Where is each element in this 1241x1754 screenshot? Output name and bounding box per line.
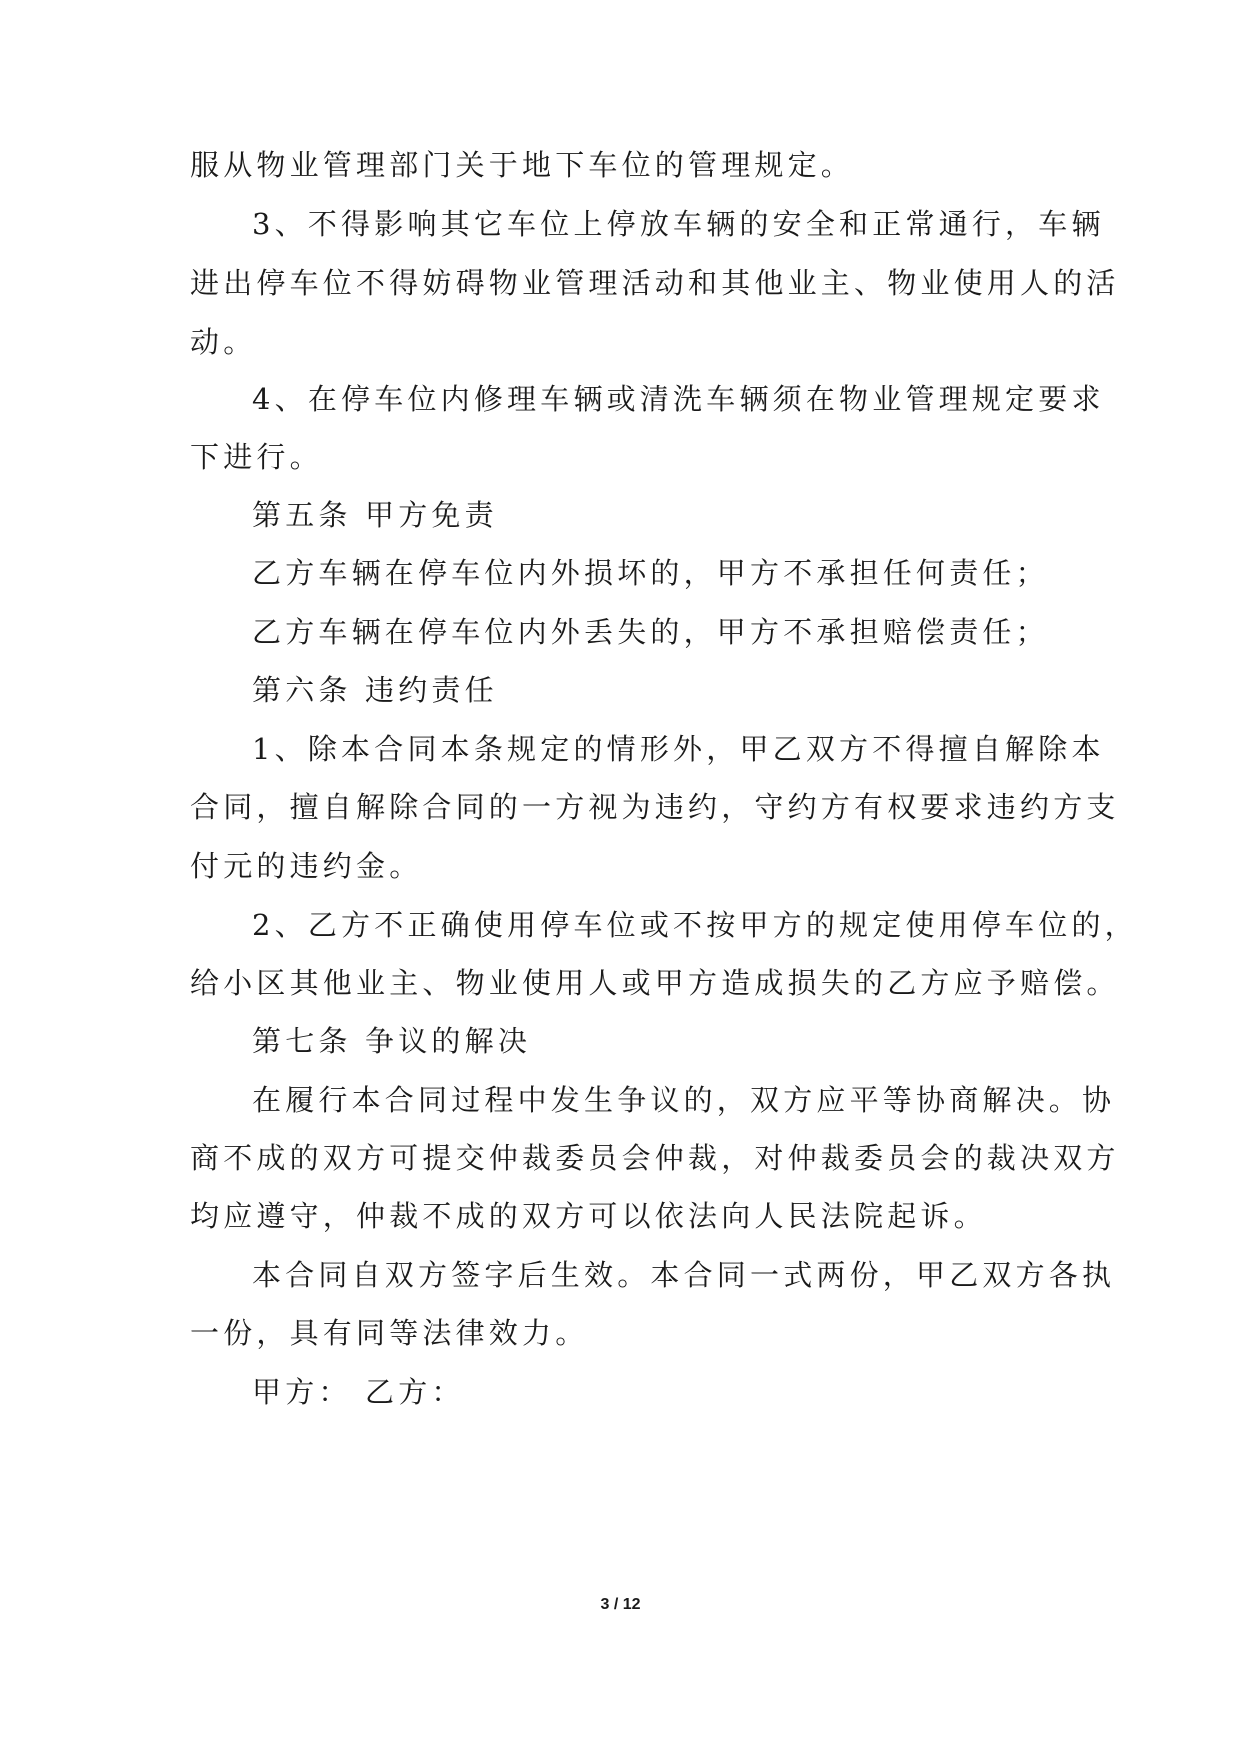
paragraph-line: 给小区其他业主、物业使用人或甲方造成损失的乙方应予赔偿。: [190, 966, 1120, 1000]
paragraph-line: 商不成的双方可提交仲裁委员会仲裁，对仲裁委员会的裁决双方: [190, 1141, 1120, 1175]
paragraph-line: 付元的违约金。: [190, 849, 423, 883]
paragraph-line: 在履行本合同过程中发生争议的，双方应平等协商解决。协: [252, 1083, 1116, 1117]
paragraph-line: 本合同自双方签字后生效。本合同一式两份，甲乙双方各执: [252, 1258, 1116, 1292]
section-heading: 第六条 违约责任: [252, 673, 498, 707]
signature-line: 甲方： 乙方：: [252, 1375, 465, 1409]
paragraph-line: 进出停车位不得妨碍物业管理活动和其他业主、物业使用人的活: [190, 266, 1120, 300]
paragraph-line: 3、不得影响其它车位上停放车辆的安全和正常通行，车辆: [252, 207, 1105, 241]
paragraph-line: 均应遵守，仲裁不成的双方可以依法向人民法院起诉。: [190, 1199, 987, 1233]
paragraph-line: 4、在停车位内修理车辆或清洗车辆须在物业管理规定要求: [252, 382, 1105, 416]
paragraph-line: 一份，具有同等法律效力。: [190, 1316, 589, 1350]
paragraph-line: 下进行。: [190, 440, 323, 474]
paragraph-line: 乙方车辆在停车位内外丢失的，甲方不承担赔偿责任；: [252, 615, 1049, 649]
paragraph-line: 动。: [190, 325, 257, 359]
section-heading: 第五条 甲方免责: [252, 498, 498, 532]
paragraph-line: 服从物业管理部门关于地下车位的管理规定。: [190, 148, 855, 182]
paragraph-line: 1、除本合同本条规定的情形外，甲乙双方不得擅自解除本: [252, 732, 1105, 766]
paragraph-line: 合同，擅自解除合同的一方视为违约，守约方有权要求违约方支: [190, 790, 1120, 824]
paragraph-line: 2、乙方不正确使用停车位或不按甲方的规定使用停车位的，: [252, 908, 1138, 942]
page-number: 3 / 12: [600, 1596, 641, 1613]
section-heading: 第七条 争议的解决: [252, 1024, 532, 1058]
paragraph-line: 乙方车辆在停车位内外损坏的，甲方不承担任何责任；: [252, 556, 1049, 590]
